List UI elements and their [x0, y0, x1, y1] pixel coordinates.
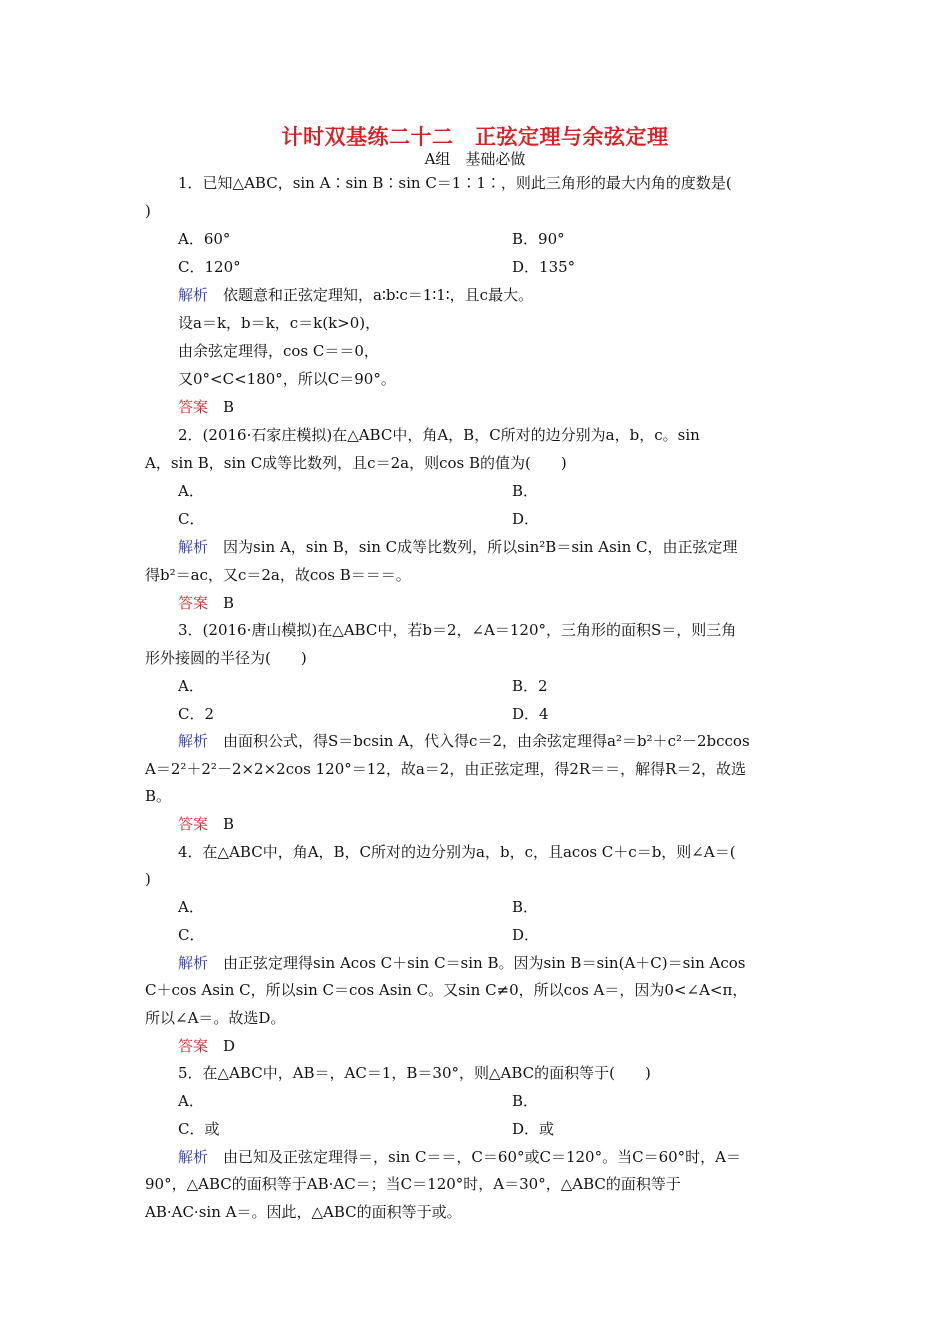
q3-stem-line2: 形外接圆的半径为( ) [145, 649, 307, 667]
q5-stem: 5．在△ABC中，AB＝，AC＝1，B＝30°，则△ABC的面积等于( ) [178, 1064, 651, 1082]
q3-stem: 3．(2016·唐山模拟)在△ABC中，若b＝2，∠A＝120°，三角形的面积S＝，则三角 [178, 621, 737, 639]
q1-stem-tail: ) [145, 202, 151, 220]
q1-option-c: C．120° [178, 258, 241, 276]
q5-analysis-line2: 90°，△ABC的面积等于AB·AC＝；当C＝120°时，A＝30°，△ABC的面积等于 [145, 1175, 681, 1193]
q1-analysis-line3: 由余弦定理得，cos C＝＝0， [178, 342, 379, 360]
q2-option-d: D． [512, 510, 540, 528]
q2-analysis [178, 537, 737, 557]
q4-option-b: B． [512, 898, 539, 916]
q2-option-b: B． [512, 482, 539, 500]
q3-option-b: B．2 [512, 677, 548, 695]
q5-option-d: D．或 [512, 1120, 555, 1138]
q1-stem: 1．已知△ABC，sin A∶sin B∶sin C＝1∶1∶，则此三角形的最大内角的度数是( [178, 174, 732, 192]
q5-analysis [178, 1147, 741, 1167]
q3-analysis-line3: B。 [145, 787, 172, 805]
q5-option-b: B． [512, 1092, 539, 1110]
q3-analysis-text: 由面积公式，得S＝bcsin A，代入得c＝2，由余弦定理得a²＝b²＋c²－2bccos [208, 732, 750, 750]
q1-analysis-text: 依题意和正弦定理知，a∶b∶c＝1∶1∶，且c最大。 [208, 286, 534, 304]
answer-label: 答案 [178, 1037, 209, 1055]
answer-label: 答案 [178, 594, 209, 612]
q4-option-a: A． [178, 898, 204, 916]
q1-analysis [178, 285, 533, 305]
q2-option-c: C． [178, 510, 205, 528]
q3-analysis-line2: A＝2²＋2²－2×2×2cos 120°＝12，故a＝2，由正弦定理，得2R＝＝，解得R＝2，故选 [145, 760, 746, 778]
analysis-label: 解析 [178, 286, 209, 304]
answer-label: 答案 [178, 815, 209, 833]
q3-analysis [178, 731, 750, 751]
q1-option-d: D．135° [512, 258, 576, 276]
q2-answer-value: B [208, 594, 235, 612]
q4-analysis-line2: C＋cos Asin C，所以sin C＝cos Asin C。又sin C≠0，所以cos A＝，因为0<∠A<π， [145, 981, 748, 999]
q2-analysis-text: 因为sin A，sin B，sin C成等比数列，所以sin²B＝sin Asin C，由正弦定理 [208, 538, 738, 556]
q4-answer-value: D [208, 1037, 236, 1055]
q1-option-a: A．60° [178, 230, 231, 248]
q3-answer-value: B [208, 815, 235, 833]
q3-answer [178, 814, 234, 834]
q2-option-a: A． [178, 482, 204, 500]
analysis-label: 解析 [178, 1148, 209, 1166]
q3-option-d: D．4 [512, 705, 549, 723]
q4-stem: 4．在△ABC中，角A，B，C所对的边分别为a，b，c，且acos C＋c＝b，则∠A＝( [178, 843, 736, 861]
q4-analysis [178, 953, 746, 973]
q3-option-a: A． [178, 677, 204, 695]
q4-answer [178, 1036, 235, 1056]
q3-option-c: C．2 [178, 705, 215, 723]
page-title: 计时双基练二十二 正弦定理与余弦定理 [281, 125, 669, 149]
q4-analysis-line3: 所以∠A＝。故选D。 [145, 1009, 286, 1027]
q5-option-c: C．或 [178, 1120, 220, 1138]
q4-analysis-text: 由正弦定理得sin Acos C＋sin C＝sin B。因为sin B＝sin(A＋C)＝sin Acos [208, 954, 746, 972]
analysis-label: 解析 [178, 538, 209, 556]
q2-answer [178, 593, 234, 613]
q1-option-b: B．90° [512, 230, 565, 248]
analysis-label: 解析 [178, 732, 209, 750]
q2-analysis-line2: 得b²＝ac，又c＝2a，故cos B＝＝＝。 [145, 566, 411, 584]
q4-stem-tail: ) [145, 870, 151, 888]
q2-stem: 2．(2016·石家庄模拟)在△ABC中，角A，B，C所对的边分别为a，b，c。sin [178, 426, 700, 444]
q4-option-c: C． [178, 926, 205, 944]
section-heading: A组 基础必做 [424, 150, 526, 168]
q5-analysis-line3: AB·AC·sin A＝。因此，△ABC的面积等于或。 [145, 1203, 462, 1221]
q1-answer [178, 397, 234, 417]
q5-analysis-text: 由已知及正弦定理得＝，sin C＝＝，C＝60°或C＝120°。当C＝60°时，A＝ [208, 1148, 741, 1166]
analysis-label: 解析 [178, 954, 209, 972]
q1-analysis-line4: 又0°<C<180°，所以C＝90°。 [178, 370, 396, 388]
q1-analysis-line2: 设a＝k，b＝k，c＝k(k>0)， [178, 314, 381, 332]
q5-option-a: A． [178, 1092, 204, 1110]
q4-option-d: D． [512, 926, 540, 944]
q1-answer-value: B [208, 398, 235, 416]
q2-stem-line2: A，sin B，sin C成等比数列，且c＝2a，则cos B的值为( ) [145, 454, 567, 472]
answer-label: 答案 [178, 398, 209, 416]
